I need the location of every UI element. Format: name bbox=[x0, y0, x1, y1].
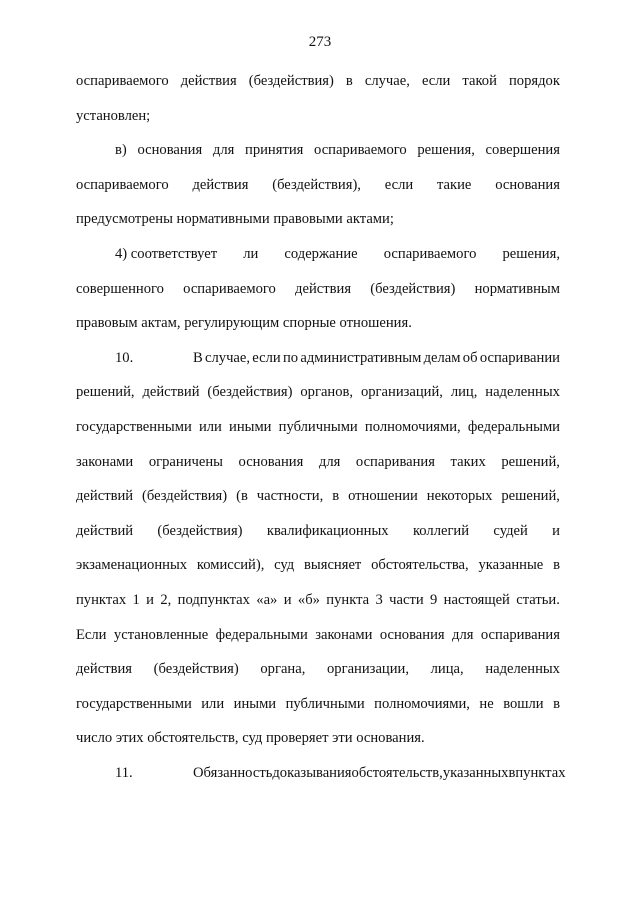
word: В bbox=[193, 349, 203, 366]
word: (бездействия) bbox=[248, 73, 334, 89]
word: законами bbox=[315, 626, 373, 643]
text-line bbox=[76, 763, 566, 798]
word: коллегий bbox=[412, 522, 470, 539]
word: (бездействия) bbox=[370, 280, 456, 297]
word: федеральными bbox=[467, 418, 560, 435]
word: полномочиями, bbox=[374, 695, 470, 712]
word: случае, bbox=[205, 349, 251, 366]
word: для bbox=[452, 626, 474, 643]
word: оспаривания bbox=[480, 626, 560, 643]
word: частности, bbox=[256, 488, 324, 505]
word: части bbox=[389, 591, 424, 608]
text-line bbox=[76, 175, 560, 210]
word: действий bbox=[142, 384, 200, 401]
word: 9 bbox=[430, 591, 438, 608]
word: в) bbox=[115, 142, 127, 159]
word: комиссий), bbox=[196, 557, 265, 574]
word: основания bbox=[137, 142, 203, 159]
text-line: правовым актам, регулирующим спорные отношения. bbox=[76, 315, 412, 332]
word: судей bbox=[493, 522, 528, 539]
word: оспариваемого bbox=[76, 73, 169, 89]
word: основания bbox=[238, 453, 304, 470]
word: оспариваемого bbox=[383, 245, 477, 262]
word: порядок bbox=[508, 73, 560, 89]
page-number: 273 bbox=[308, 34, 332, 50]
word: наделенных bbox=[485, 661, 560, 678]
paragraph-number: 10. bbox=[115, 349, 134, 366]
paragraph-start bbox=[115, 348, 203, 383]
word: оспариваемого bbox=[183, 280, 276, 297]
word: иными bbox=[229, 418, 272, 435]
word: оспариваемого bbox=[76, 176, 169, 193]
text-line bbox=[76, 417, 560, 452]
word: (бездействия) bbox=[153, 661, 239, 678]
word: настоящей bbox=[443, 591, 510, 608]
word: в bbox=[332, 488, 340, 505]
word: (в bbox=[236, 488, 248, 505]
word: в bbox=[553, 557, 560, 574]
word: организаций, bbox=[360, 384, 443, 401]
word: или bbox=[198, 418, 222, 435]
word: статьи. bbox=[516, 591, 560, 608]
text-line bbox=[76, 452, 560, 487]
word: решений, bbox=[501, 453, 560, 470]
word: действия bbox=[192, 176, 249, 193]
word: решений, bbox=[501, 488, 560, 505]
text-line bbox=[76, 71, 560, 106]
word: «а» bbox=[256, 591, 278, 608]
word: совершения bbox=[485, 142, 560, 159]
word: подпунктах bbox=[177, 591, 250, 608]
word: (бездействия) bbox=[142, 488, 228, 505]
word: если bbox=[421, 73, 451, 89]
text-line bbox=[76, 244, 560, 279]
word: нормативным bbox=[474, 280, 560, 297]
word: совершенного bbox=[76, 280, 164, 297]
word: экзаменационных bbox=[76, 557, 188, 574]
word: если bbox=[384, 176, 414, 193]
word: иными bbox=[233, 695, 277, 712]
word: решения, bbox=[417, 142, 475, 159]
word: суд bbox=[274, 557, 295, 574]
word: по bbox=[283, 349, 299, 366]
word: и bbox=[146, 591, 154, 608]
word: ли bbox=[243, 245, 259, 262]
word: и bbox=[552, 522, 560, 539]
word: обстоятельств, bbox=[351, 764, 443, 781]
word: пунктах bbox=[515, 764, 566, 781]
word: лица, bbox=[430, 661, 464, 678]
word: основания bbox=[495, 176, 560, 193]
word: наделенных bbox=[485, 384, 560, 401]
word: оспаривании bbox=[479, 349, 560, 366]
word: решения, bbox=[502, 245, 560, 262]
word: для bbox=[318, 453, 341, 470]
word: «б» bbox=[297, 591, 320, 608]
text-line: предусмотрены нормативными правовыми актами; bbox=[76, 211, 394, 228]
text-line: установлен; bbox=[76, 107, 151, 124]
word: оспариваемого bbox=[314, 142, 407, 159]
word: федеральными bbox=[215, 626, 308, 643]
word: публичными bbox=[278, 418, 358, 435]
word: законами bbox=[76, 453, 134, 470]
word: принятия bbox=[245, 142, 304, 159]
word: в bbox=[553, 695, 560, 712]
word: государственными bbox=[76, 418, 192, 435]
word: действий bbox=[76, 488, 134, 505]
word: доказывания bbox=[272, 764, 352, 781]
word: некоторых bbox=[426, 488, 493, 505]
word: административным bbox=[300, 349, 422, 366]
document-body bbox=[76, 71, 566, 797]
word: или bbox=[201, 695, 225, 712]
word: (бездействия) bbox=[157, 522, 243, 539]
word: публичными bbox=[285, 695, 365, 712]
word: такой bbox=[462, 73, 497, 89]
word: и bbox=[283, 591, 292, 608]
word: такие bbox=[436, 176, 472, 193]
word: действия bbox=[76, 661, 132, 678]
word: делам bbox=[423, 349, 461, 366]
word: для bbox=[212, 142, 235, 159]
text-line bbox=[76, 382, 560, 417]
word: 1 bbox=[132, 591, 140, 608]
word: Обязанность bbox=[193, 764, 273, 781]
word: не bbox=[479, 695, 494, 712]
text-line: число этих обстоятельств, суд проверяет эти основания. bbox=[76, 730, 425, 747]
word: государственными bbox=[76, 695, 192, 712]
word: 4) соответствует bbox=[115, 245, 218, 262]
word: 3 bbox=[375, 591, 383, 608]
paragraph-start bbox=[115, 763, 272, 798]
word: в bbox=[345, 73, 353, 89]
text-line bbox=[76, 625, 560, 660]
word: установленные bbox=[113, 626, 209, 643]
word: квалификационных bbox=[266, 522, 389, 539]
text-line bbox=[76, 659, 560, 694]
text-line bbox=[76, 140, 560, 175]
word: таких bbox=[450, 453, 486, 470]
word: действия bbox=[180, 73, 237, 89]
word: (бездействия), bbox=[272, 176, 361, 193]
word: в bbox=[508, 764, 516, 781]
text-line bbox=[76, 555, 560, 590]
text-line bbox=[76, 590, 560, 625]
word: случае, bbox=[364, 73, 410, 89]
word: органов, bbox=[300, 384, 354, 401]
word: вошли bbox=[503, 695, 544, 712]
text-line bbox=[76, 694, 560, 729]
text-line bbox=[76, 279, 560, 314]
word: отношении bbox=[348, 488, 418, 505]
word: 2, bbox=[160, 591, 172, 608]
word: выясняет bbox=[304, 557, 362, 574]
word: пункта bbox=[326, 591, 370, 608]
word: указанные bbox=[478, 557, 544, 574]
word: решений, bbox=[76, 384, 135, 401]
word: пунктах bbox=[76, 591, 127, 608]
word: действий bbox=[76, 522, 134, 539]
word: лиц, bbox=[450, 384, 478, 401]
word: ограничены bbox=[148, 453, 223, 470]
text-line bbox=[76, 521, 560, 556]
word: указанных bbox=[442, 764, 509, 781]
word: Если bbox=[76, 626, 107, 643]
word: содержание bbox=[284, 245, 358, 262]
text-line bbox=[76, 348, 560, 383]
paragraph-number: 11. bbox=[115, 764, 133, 781]
word: обстоятельства, bbox=[371, 557, 469, 574]
word: организации, bbox=[327, 661, 409, 678]
word: если bbox=[252, 349, 281, 366]
word: полномочиями, bbox=[364, 418, 461, 435]
word: об bbox=[462, 349, 478, 366]
word: (бездействия) bbox=[207, 384, 293, 401]
word: основания bbox=[379, 626, 445, 643]
word: органа, bbox=[260, 661, 306, 678]
word: действия bbox=[295, 280, 352, 297]
text-line bbox=[76, 486, 560, 521]
word: оспаривания bbox=[355, 453, 435, 470]
